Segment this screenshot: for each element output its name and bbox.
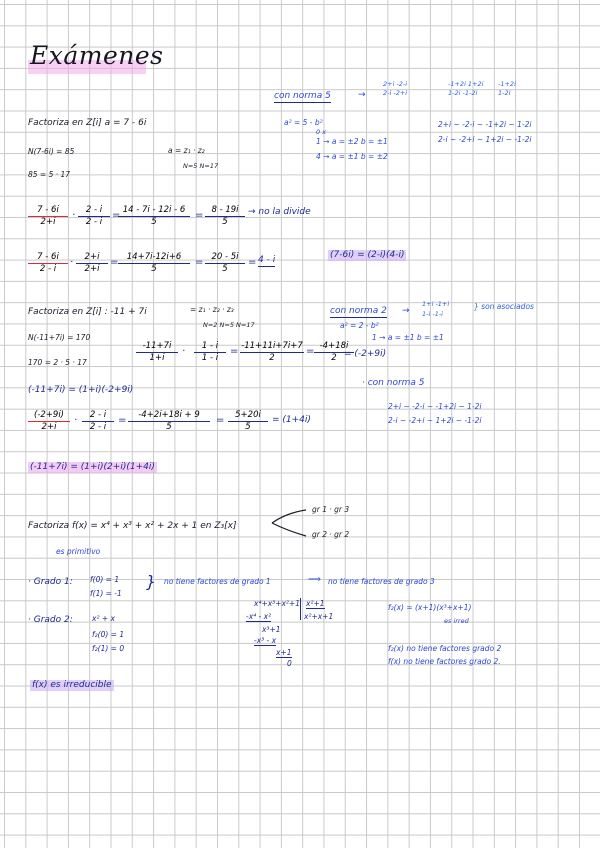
s2-frac7: $\frac{-4+2i+18i + 9}{5}$	[128, 410, 210, 432]
norm2-label: con norma 2	[330, 306, 387, 316]
norm2-eq2: 1 → a = ±1 b = ±1	[372, 333, 444, 342]
s2-frac4: $\frac{-4+18i}{2}$	[314, 341, 354, 363]
s2-z: = z₁ · z₂ · z₃	[190, 305, 234, 314]
s2-frac3: $\frac{-11+11i+7i+7}{2}$	[241, 341, 303, 363]
norm2-units-bot: 1-i -1-i	[422, 310, 443, 318]
units-col3-top: -1+2i	[498, 80, 516, 88]
branch-lines	[270, 508, 310, 538]
s3-grado2: · Grado 2:	[28, 615, 73, 625]
s2-frac1: $\frac{-11+7i}{1+i}$	[136, 341, 178, 363]
div-rem1: x³+1	[262, 625, 281, 634]
s3-primitive: es primitivo	[56, 547, 101, 556]
div-rem3: 0	[287, 659, 292, 668]
norm2-units-top: 1+i -1+i	[422, 300, 450, 308]
arrow-icon: →	[358, 90, 366, 100]
s3-irred: es irred	[444, 617, 469, 625]
s3-f0: f(0) = 1	[90, 575, 120, 584]
s3-f1: f(1) = -1	[90, 589, 122, 598]
div-step1: -x⁴ - x²	[246, 612, 272, 621]
units-col2-top: -1+2i 1+2i	[448, 80, 484, 88]
s3-branch1: gr 1 · gr 3	[312, 505, 350, 514]
s2-quotient2: = (1+4i)	[272, 415, 311, 425]
s2-frac5: $\frac{(-2+9i)}{2+i}$	[28, 410, 70, 432]
s3-grado1: · Grado 1:	[28, 577, 73, 587]
norm5-eq1: a² = 5 - b²	[284, 118, 323, 127]
s3-no-fact1: no tiene factores de grado 1	[164, 577, 271, 586]
units-col1-top: 2+i -2-i	[383, 80, 408, 88]
arrow-icon-2: →	[402, 306, 410, 316]
units-col2-bot: 1-2i -1-2i	[448, 89, 478, 97]
s2-line1: (-11+7i) = (1+i)(-2+9i)	[28, 385, 134, 395]
s3-conc2: f(x) no tiene factores grado 2.	[388, 657, 501, 666]
s2-quotient: = (-2+9i)	[344, 349, 387, 359]
s3-fx: f₂(x) = (x+1)(x³+x+1)	[388, 603, 472, 612]
s2-assoc2: 2-i ~ -2+i ~ 1+2i ~ -1-2i	[388, 416, 482, 425]
units-col1-bot: 2-i -2+i	[383, 89, 408, 97]
norm5-assoc1: 2+i ~ -2-i ~ -1+2i ~ 1-2i	[438, 120, 532, 129]
s3-heading: Factoriza f(x) = x⁴ + x³ + x² + 2x + 1 en Z₃[x]	[28, 521, 237, 531]
s3-branch2: gr 2 · gr 2	[312, 530, 350, 539]
norm5-label-2: · con norma 5	[362, 378, 425, 388]
s3-f1-2: f₂(1) = 0	[92, 644, 125, 653]
units-col3-bot: 1-2i	[498, 89, 511, 97]
s2-frac6: $\frac{2 - i}{2 - i}$	[82, 410, 114, 432]
div-dividend: x⁴+x³+x²+1	[254, 599, 300, 608]
div-rem2: x+1	[276, 648, 292, 657]
div-divisor: x²+1	[306, 599, 325, 608]
norm5-eq4: 4 → a = ±1 b = ±2	[316, 152, 388, 161]
s1-no-divide: → no la divide	[248, 207, 311, 217]
s1-norm: N(7-6i) = 85	[28, 147, 75, 156]
s2-norm: N(-11+7i) = 170	[28, 333, 91, 342]
s1-frac2: $\frac{2 - i}{2 - i}$	[78, 205, 110, 227]
div-bar	[300, 598, 301, 620]
page-title: Exámenes	[30, 41, 164, 70]
s2-z-norms: N=2 N=5 N=17	[203, 321, 255, 329]
norm5-eq2: 0 x	[316, 128, 327, 136]
s1-za: a = z₁ · z₂	[168, 146, 205, 155]
div-quotient: x²+x+1	[304, 612, 334, 621]
s1-quotient: 4 - i	[258, 255, 276, 265]
s1-frac1: $\frac{7 - 6i}{2+i}$	[28, 205, 68, 227]
s2-heading: Factoriza en Z[i] : -11 + 7i	[28, 307, 147, 317]
brace-icon: }	[146, 572, 157, 591]
s2-frac2: $\frac{1 - i}{1 - i}$	[194, 341, 226, 363]
s3-gpoly: x² + x	[92, 614, 115, 623]
norm5-label: con norma 5	[274, 91, 331, 101]
s3-implies: ⟹	[308, 575, 321, 585]
s1-heading: Factoriza en Z[i] a = 7 - 6i	[28, 118, 147, 128]
norm5-assoc2: 2-i ~ -2+i ~ 1+2i ~ -1-2i	[438, 135, 532, 144]
norm2-eq1: a² = 2 - b²	[340, 321, 379, 330]
s1-result: (7-6i) = (2-i)(4-i)	[330, 250, 405, 260]
s3-f0-2: f₂(0) = 1	[92, 630, 125, 639]
s2-assoc1: 2+i ~ -2-i ~ -1+2i ~ 1-2i	[388, 402, 482, 411]
s1-frac5: $\frac{7 - 6i}{2 - i}$	[28, 252, 68, 274]
s1-frac6: $\frac{2+i}{2+i}$	[76, 252, 108, 274]
s3-conc1: f₂(x) no tiene factores grado 2	[388, 644, 502, 653]
s2-result: (-11+7i) = (1+i)(2+i)(1+4i)	[30, 462, 155, 472]
s3-no-fact3: no tiene factores de grado 3	[328, 577, 435, 586]
s1-za-norms: N=5 N=17	[183, 162, 219, 170]
div-step2: -x³ - x	[254, 636, 277, 645]
s2-frac8: $\frac{5+20i}{5}$	[228, 410, 268, 432]
s3-final: f(x) es irreducible	[32, 680, 112, 690]
s1-frac3: $\frac{14 - 7i - 12i - 6}{5}$	[118, 205, 190, 227]
norm2-associated: } son asociados	[474, 302, 534, 311]
s1-frac7: $\frac{14+7i-12i+6}{5}$	[118, 252, 190, 274]
s1-frac8: $\frac{20 - 5i}{5}$	[205, 252, 245, 274]
norm5-eq3: 1 → a = ±2 b = ±1	[316, 137, 388, 146]
s1-frac4: $\frac{8 - 19i}{5}$	[205, 205, 245, 227]
s2-factor: 170 = 2 · 5 · 17	[28, 358, 87, 367]
s1-factor: 85 = 5 · 17	[28, 170, 71, 179]
